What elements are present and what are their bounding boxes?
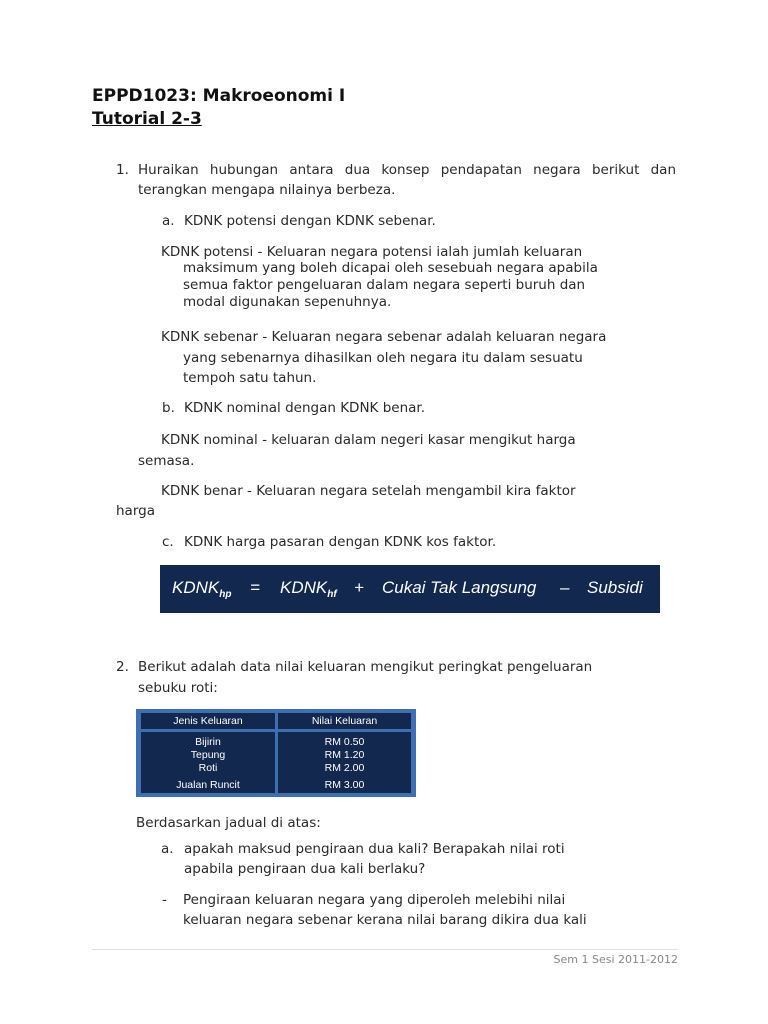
q2-number: 2. — [116, 659, 129, 675]
q2a-line-2: apabila pengiraan dua kali berlaku? — [184, 861, 426, 877]
table-item: Bijirin — [195, 736, 221, 748]
potensi-line-3: semua faktor pengeluaran dalam negara seperti buruh dan — [183, 277, 586, 293]
tutorial-title: Tutorial 2-3 — [92, 109, 202, 129]
formula-term-1-text: KDNK — [280, 578, 328, 597]
benar-line-1: KDNK benar - Keluaran negara setelah mengambil kira faktor — [161, 483, 576, 499]
q2-line-2: sebuku roti: — [138, 680, 218, 696]
nominal-line-2: semasa. — [138, 453, 195, 469]
q2-line-1: Berikut adalah data nilai keluaran mengikut peringkat pengeluaran — [138, 659, 593, 675]
sebenar-line-3: tempoh satu tahun. — [183, 370, 317, 386]
potensi-line-1: KDNK potensi - Keluaran negara potensi ialah jumlah keluaran — [161, 244, 583, 260]
footer-divider — [92, 949, 678, 950]
table-total-label: Jualan Runcit — [141, 777, 275, 793]
formula-minus: – — [560, 578, 570, 597]
formula-lhs-subscript: hp — [219, 589, 232, 600]
formula-lhs-term: KDNK — [172, 578, 220, 597]
table-values-cell — [278, 732, 411, 781]
formula-equals: = — [250, 578, 260, 597]
q2-lead: Berdasarkan jadual di atas: — [136, 815, 321, 831]
output-value-table — [136, 709, 416, 797]
answer-dash: - — [162, 892, 167, 908]
formula-plus: + — [354, 578, 364, 597]
formula-term-2: Cukai Tak Langsung — [382, 578, 537, 597]
answer-line-2: keluaran negara sebenar kerana nilai barang dikira dua kali — [183, 912, 587, 928]
q1-text: Huraikan hubungan antara dua konsep pendapatan negara berikut dan terangkan mengapa nilainya berbeza. — [138, 162, 676, 198]
q1a-text: KDNK potensi dengan KDNK sebenar. — [184, 213, 436, 229]
q1c-text: KDNK harga pasaran dengan KDNK kos faktor. — [184, 534, 497, 550]
formula-term-1 — [280, 578, 337, 600]
q2a-line-1: apakah maksud pengiraan dua kali? Berapakah nilai roti — [184, 841, 565, 857]
formula-term-3: Subsidi — [587, 578, 643, 597]
table-header-value: Nilai Keluaran — [278, 713, 411, 729]
formula-lhs — [172, 578, 231, 600]
table-value: RM 0.50 — [324, 736, 365, 748]
q2a-label: a. — [161, 841, 174, 857]
table-items-cell — [141, 732, 275, 781]
course-title: EPPD1023: Makroeonomi I — [92, 86, 346, 106]
nominal-line-1: KDNK nominal - keluaran dalam negeri kasar mengikut harga — [161, 432, 576, 448]
q1c-label: c. — [162, 534, 174, 550]
gdp-formula-banner — [160, 565, 660, 613]
table-header-type: Jenis Keluaran — [141, 713, 275, 729]
formula-term-1-subscript: hf — [327, 589, 337, 600]
table-item: Roti — [198, 762, 218, 774]
potensi-line-2: maksimum yang boleh dicapai oleh sesebuah negara apabila — [183, 260, 598, 276]
potensi-line-4: modal digunakan sepenuhnya. — [183, 294, 392, 310]
answer-line-1: Pengiraan keluaran negara yang diperoleh melebihi nilai — [183, 892, 566, 908]
q1a-label: a. — [162, 213, 175, 229]
table-total-value: RM 3.00 — [278, 777, 411, 793]
q1b-text: KDNK nominal dengan KDNK benar. — [184, 400, 425, 416]
q1-number: 1. — [116, 162, 129, 178]
table-value: RM 1.20 — [324, 749, 365, 761]
benar-line-2: harga — [116, 503, 155, 519]
sebenar-line-2: yang sebenarnya dihasilkan oleh negara itu dalam sesuatu — [183, 350, 583, 366]
table-item: Tepung — [190, 749, 226, 761]
q1b-label: b. — [162, 400, 175, 416]
table-value: RM 2.00 — [324, 762, 365, 774]
sebenar-line-1: KDNK sebenar - Keluaran negara sebenar adalah keluaran negara — [161, 329, 607, 345]
footer-text: Sem 1 Sesi 2011-2012 — [553, 953, 678, 966]
